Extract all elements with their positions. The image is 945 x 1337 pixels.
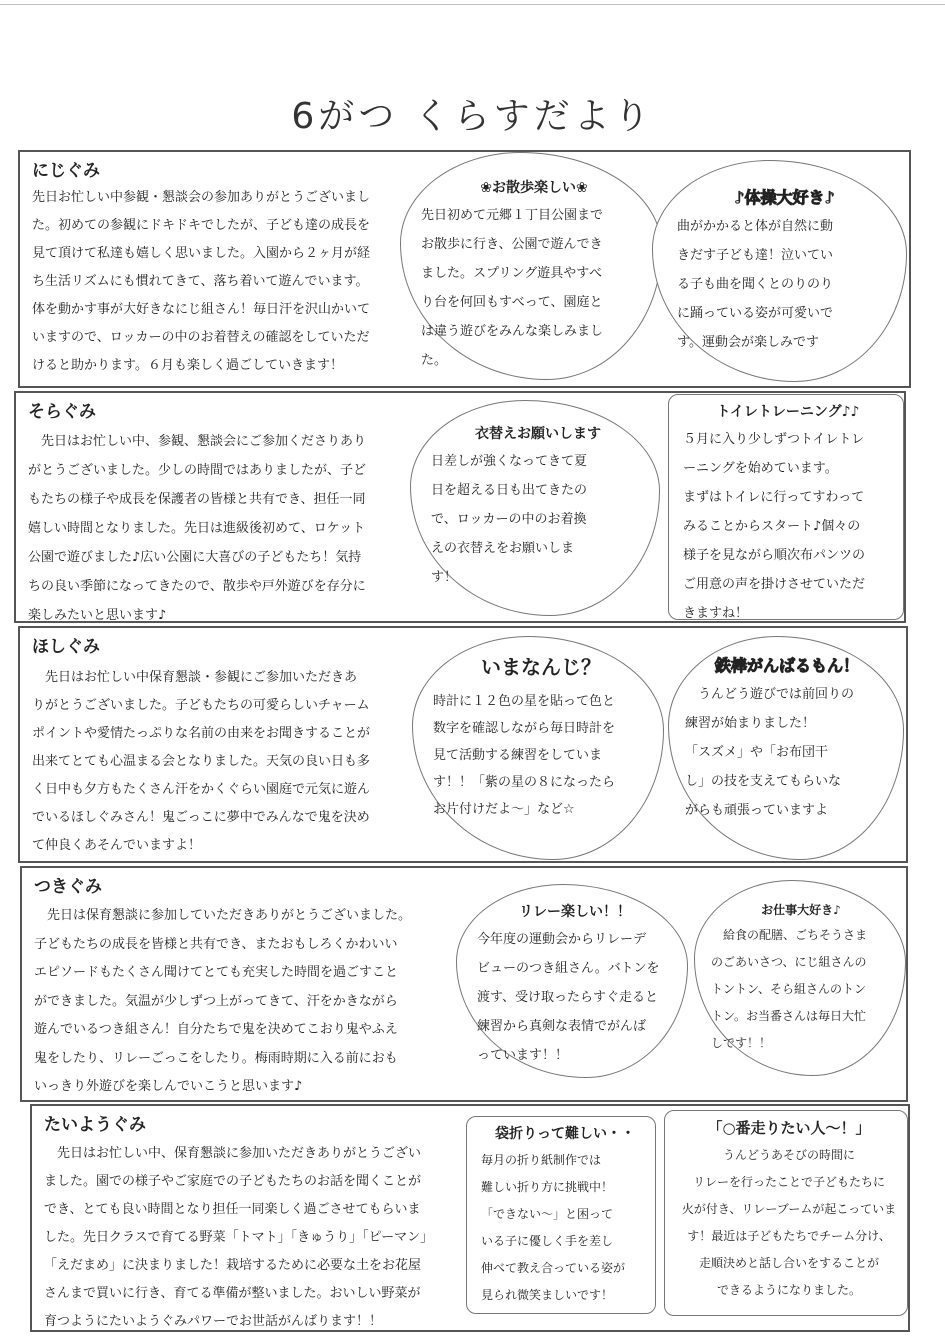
topic-body: 今年度の運動会からリレーデ ビューのつき組さん。バトンを 渡す、受け取ったらすぐ走ると 練習から真剣な表情でがんば っています！！	[477, 932, 660, 1063]
topic-body: 日差しが強くなってきて夏 日を超える日も出てきたの で、ロッカーの中のお着換 えの衣替えをお願いしま す！	[431, 454, 588, 585]
section-title: そらぐみ	[28, 402, 96, 422]
topic-title: お仕事大好き♪	[761, 903, 841, 917]
section-title: つきぐみ	[34, 877, 102, 897]
topic-title: ♪体操大好き♪	[734, 188, 835, 207]
topic-title: ❀お散歩楽しい❀	[480, 180, 588, 196]
topic-bubble	[664, 1110, 908, 1316]
topic-title: 鉄棒がんばるもん！	[714, 656, 859, 675]
topic-body: 給食の配膳、ごちそうさま のごあいさつ、にじ組さんの トントン、そら組さんのトン トン。お当番さんは毎日大忙 しです！！	[711, 928, 868, 1050]
topic-body: 曲がかかると体が自然に動 きだす子ども達！泣いてい る子も曲を聞くとのりのり に踊っている姿が可愛いで す。運動会が楽しみです	[677, 219, 834, 350]
topic-title: いまなんじ？	[481, 655, 601, 679]
section-body: 先日は保育懇談に参加していただきありがとうございました。 子どもたちの成長を皆様と共有でき、またおもしろくかわいい エピソードもたくさん聞けてとても充実した時間を過ごすこと ができました。気温が少しずつ上がってきて、汗をかきながら 遊んでいるつき組さん！自分たちで鬼を決めてこおり鬼やふえ 鬼をしたり、リレーごっこをしたり。梅雨時期に入る前におも いっきり外遊びを楽しんでいこうと思います♪	[34, 908, 412, 1094]
topic-bubble	[668, 394, 904, 620]
topic-body: うんどう遊びでは前回りの 練習が始まりました！ 「スズメ」や「お布団干 し」の技を支えてもらいな がらも頑張っていますよ	[685, 687, 855, 818]
topic-body: ５月に入り少しずつトイレトレ ーニングを始めています。 まずはトイレに行ってすわって みることからスタート♪個々の 様子を見ながら順次布パンツの ご用意の声を掛けさせていただ きますね！	[683, 432, 866, 621]
topic-title: 衣替えお願いします	[475, 426, 601, 442]
topic-title: 袋折りって難しい・・	[495, 1126, 635, 1142]
topic-title: 「○番走りたい人～！」	[707, 1119, 871, 1137]
page-title: 6がつ くらすだより	[291, 96, 654, 137]
topic-body: 毎月の折り紙制作では 難しい折り方に挑戦中！ 「できない～」と困って いる子に優しく手を差し 伸べて教え合っている姿が 見られ微笑ましいです！	[481, 1153, 626, 1302]
section-title: ほしぐみ	[32, 637, 100, 657]
section-title: たいようぐみ	[44, 1115, 146, 1135]
section-body: 先日はお忙しい中保育懇談・参観にご参加いただきあ りがとうございました。子どもたちの可愛らしいチャーム ポイントや愛情たっぷりな名前の由来をお聞きすることが 出来てとても心温まる会となりました。天気の良い日も多 く日中も夕方もたくさん汗をかくぐらい園庭で元気に遊ん でいるほしぐみさん！鬼ごっこに夢中でみんなで鬼を決め て仲良くあそんでいますよ！	[32, 670, 371, 853]
topic-body: 先日初めて元郷１丁目公園まで お散歩に行き、公園で遊んでき ました。スプリング遊具やすべ り台を何回もすべって、園庭と は違う遊びをみんな楽しみまし た。	[421, 208, 604, 368]
section-title: にじぐみ	[32, 161, 100, 181]
topic-bubble	[400, 152, 662, 380]
topic-body: うんどうあそびの時間に リレーを行ったことで子どもたちに 火が付き、リレーブームが起こっていま す！最近は子どもたちでチーム分け、 走順決めと話し合いをすることが できるようになりました。	[681, 1148, 897, 1297]
topic-bubble	[466, 1116, 656, 1314]
topic-title: リレー楽しい！！	[519, 904, 631, 920]
section-body: 先日はお忙しい中、参観、懇談会にご参加くださりあり がとうございました。少しの時間ではありましたが、子ど もたちの様子や成長を保護者の皆様と共有でき、担任一同 嬉しい時間となりました。先日は進級後初めて、ロケット 公園で遊びました♪広い公園に大喜びの子どもたち！気持 ちの良い季節になってきたので、散歩や戸外遊びを存分に 楽しみたいと思います♪	[28, 434, 367, 623]
topic-title: トイレトレーニング♪♪	[716, 404, 860, 420]
topic-bubble	[652, 160, 907, 382]
topic-bubble	[456, 884, 688, 1078]
topic-bubble	[694, 880, 906, 1076]
top-rule	[0, 4, 945, 5]
topic-bubble	[410, 400, 660, 616]
section-body: 先日お忙しい中参観・懇談会の参加ありがとうございまし た。初めての参観にドキドキでしたが、子ども達の成長を 見て頂けて私達も嬉しく思いました。入園から２ヶ月が経 ち生活リズムにも慣れてきて、落ち着いて遊んでいます。 体を動かす事が大好きなにじ組さん！毎日汗を沢山かいて いますので、ロッカーの中のお着替えの確認をしていただ けると助かります。６月も楽しく過ごしていきます！	[32, 190, 371, 373]
topic-body: 時計に１２色の星を貼って色と 数字を確認しながら毎日時計を 見て活動する練習をしていま す！！「紫の星の８になったら お片付けだよ～」など☆	[433, 694, 616, 817]
section-body: 先日はお忙しい中、保育懇談に参加いただきありがとうござい ました。園での様子やご家庭での子どもたちのお話を聞くことが でき、とても良い時間となり担任一同楽しく過ごさせてもらいま した。先日クラスで育てる野菜「トマト」「きゅうり」「ピーマン」 「えだまめ」に決まりました！栽培するために必要な土をお花屋 さんまで買いに行き、育てる準備が整いました。おいしい野菜が 育つようにたいようぐみパワーでお世話がんばります！！	[44, 1146, 434, 1329]
